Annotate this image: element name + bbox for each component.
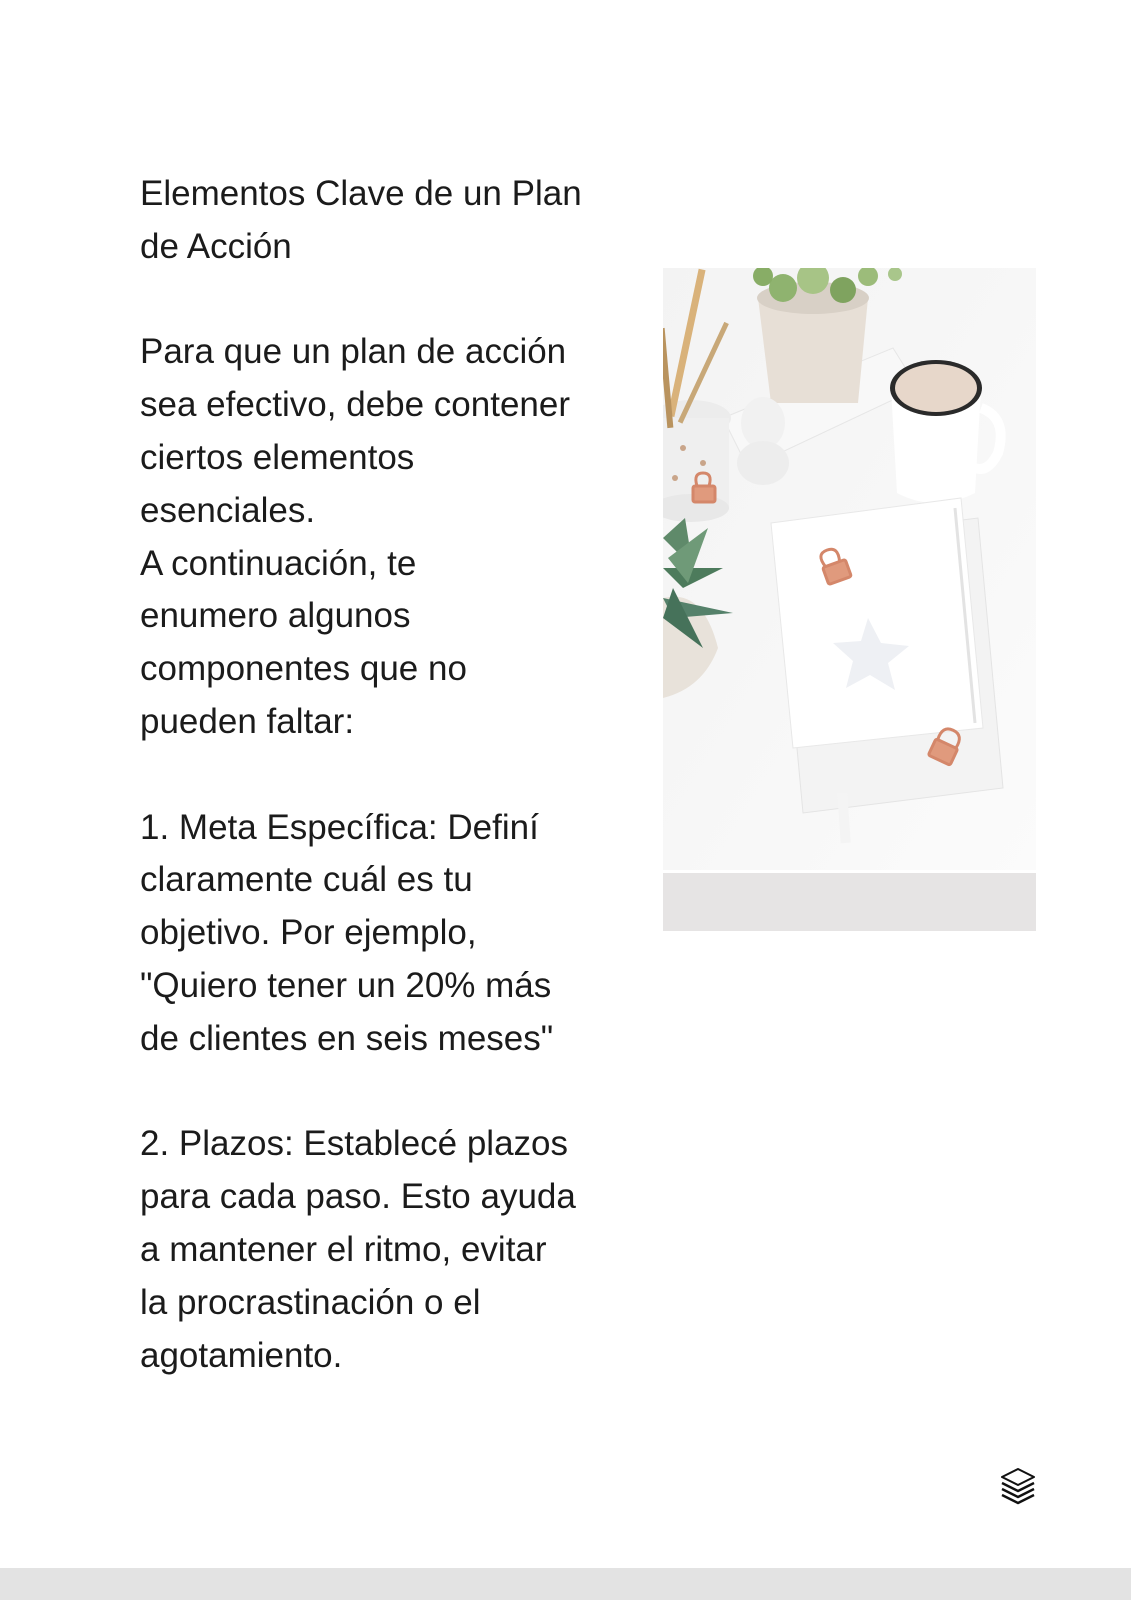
desk-photo xyxy=(663,268,1036,870)
stacked-layers-icon xyxy=(999,1466,1037,1506)
text-column xyxy=(140,168,620,1382)
footer-bar xyxy=(0,1568,1131,1600)
intro-paragraph: Para que un plan de acción sea efectivo, debe contener ciertos elementos esenciales. A continuación, te enumero algunos componentes que no pueden faltar: xyxy=(140,332,571,741)
list-item-meta: 1. Meta Específica: Definí claramente cuál es tu objetivo. Por ejemplo, "Quiero tener un 20% más de clientes en seis meses" xyxy=(140,807,554,1058)
spacer xyxy=(140,749,620,802)
spacer xyxy=(140,274,620,327)
caption-band xyxy=(663,873,1036,931)
section-title: Elementos Clave de un Plan de Acción xyxy=(140,174,582,266)
spacer xyxy=(140,1066,620,1119)
list-item-plazos: 2. Plazos: Establecé plazos para cada paso. Esto ayuda a mantener el ritmo, evitar la procrastinación o el agotamiento. xyxy=(140,1124,576,1375)
